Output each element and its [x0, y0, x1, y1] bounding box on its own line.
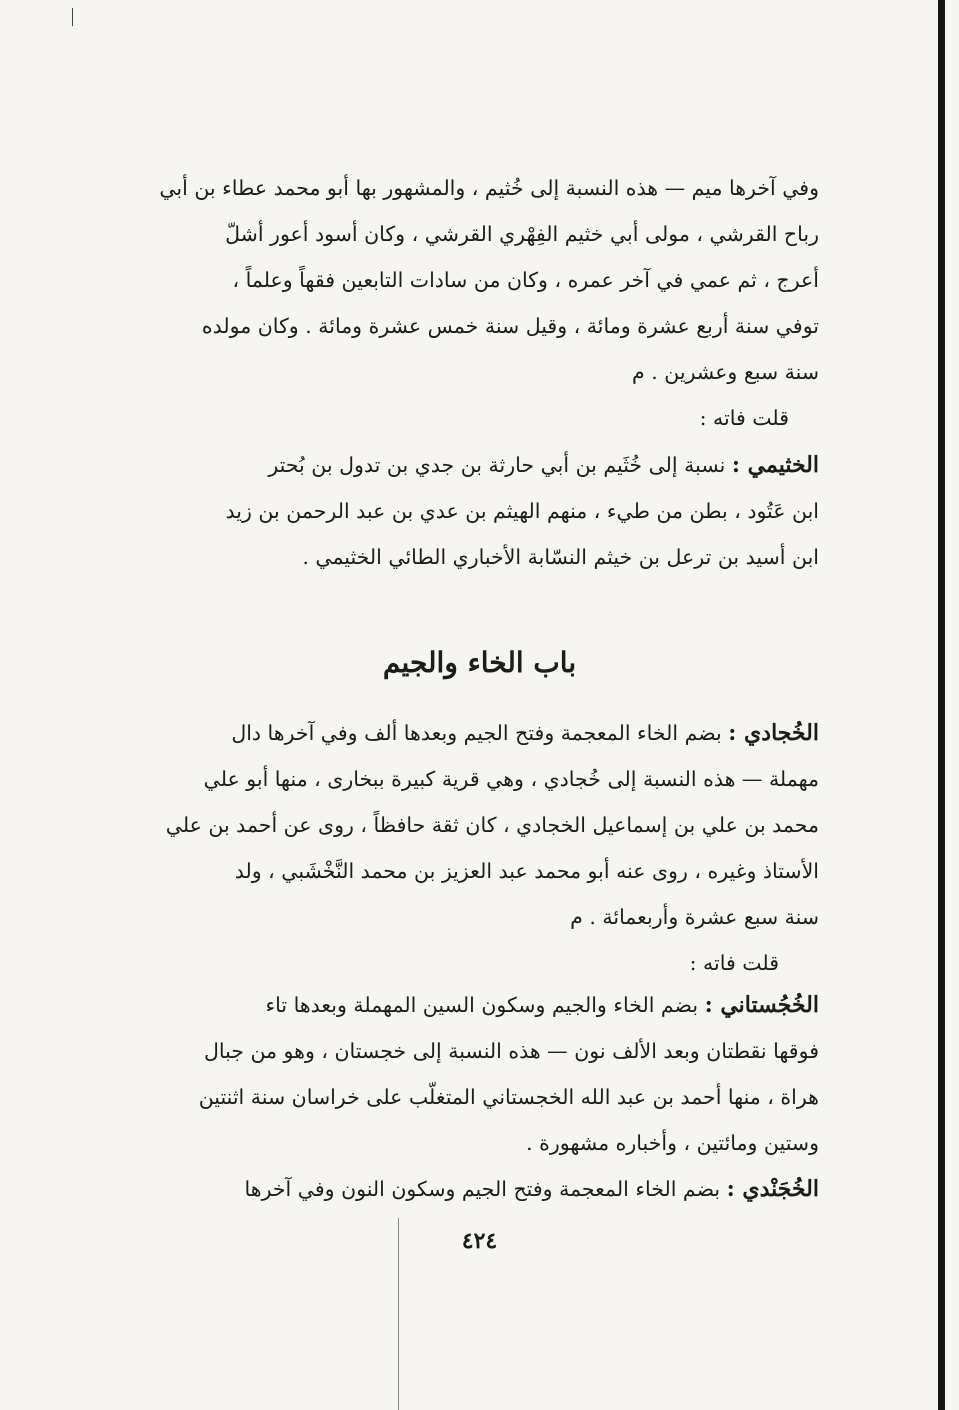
- entry-headword: الخُجَنْدي :: [726, 1176, 819, 1202]
- entry-text: بضم الخاء المعجمة وفتح الجيم وسكون النون وفي آخرها: [244, 1177, 721, 1201]
- text-line: ابن عَتُود ، بطن من طيء ، منهم الهيثم بن عدي بن عبد الرحمن بن زيد: [225, 499, 819, 523]
- text-line: أعرج ، ثم عمي في آخر عمره ، وكان من سادات التابعين فقهاً وعلماً ،: [232, 268, 819, 292]
- entry-headword: الخُجُستاني :: [704, 992, 819, 1018]
- text-line: مهملة — هذه النسبة إلى خُجادي ، وهي قرية كبيرة ببخارى ، منها أبو علي: [203, 767, 819, 791]
- text-line: رباح القرشي ، مولى أبي خثيم الفِهْري القرشي ، وكان أسود أعور أشلّ: [225, 222, 819, 246]
- text-line: [118, 710, 819, 756]
- editor-note: قلت فاته :: [689, 951, 779, 975]
- entry-text: بضم الخاء المعجمة وفتح الجيم وبعدها ألف وفي آخرها دال: [231, 721, 722, 745]
- entry-headword: الخُجادي :: [728, 720, 819, 746]
- text-line: ابن أسيد بن ترعل بن خيثم النسّابة الأخباري الطائي الخثيمي .: [302, 545, 819, 569]
- entry-text: بضم الخاء والجيم وسكون السين المهملة وبعدها تاء: [265, 993, 699, 1017]
- scan-edge-rule: [938, 0, 945, 1410]
- text-line: وستين ومائتين ، وأخباره مشهورة .: [526, 1131, 819, 1155]
- text-line: [118, 1166, 819, 1212]
- text-line: سنة سبع وعشرين . م: [632, 360, 819, 384]
- text-line: وفي آخرها ميم — هذه النسبة إلى خُثيم ، والمشهور بها أبو محمد عطاء بن أبي: [159, 176, 819, 200]
- page-number: ٤٢٤: [461, 1228, 498, 1254]
- entry-continuation: [118, 165, 819, 441]
- editor-note: قلت فاته :: [699, 406, 789, 430]
- scan-mark: [72, 8, 73, 26]
- entry-headword: الخثيمي :: [731, 452, 819, 478]
- entry-khuthaymi: [118, 442, 819, 580]
- text-line: فوقها نقطتان وبعد الألف نون — هذه النسبة إلى خجستان ، وهو من جبال: [203, 1039, 819, 1063]
- entry-khujadi: [118, 710, 819, 986]
- entry-khujandi: [118, 1166, 819, 1212]
- entry-khujustani: [118, 982, 819, 1166]
- section-heading: باب الخاء والجيم: [382, 646, 577, 679]
- entry-text: نسبة إلى خُثَيم بن أبي حارثة بن جدي بن تدول بن بُحتر: [268, 453, 726, 477]
- text-line: هراة ، منها أحمد بن عبد الله الخجستاني المتغلّب على خراسان سنة اثنتين: [198, 1085, 819, 1109]
- text-line: توفي سنة أربع عشرة ومائة ، وقيل سنة خمس عشرة ومائة . وكان مولده: [201, 314, 819, 338]
- text-line: [118, 982, 819, 1028]
- text-line: [118, 442, 819, 488]
- text-line: سنة سبع عشرة وأربعمائة . م: [570, 905, 819, 929]
- text-line: الأستاذ وغيره ، روى عنه أبو محمد عبد العزيز بن محمد النَّخْشَبي ، ولد: [234, 859, 819, 883]
- text-line: محمد بن علي بن إسماعيل الخجادي ، كان ثقة حافظاً ، روى عن أحمد بن علي: [165, 813, 819, 837]
